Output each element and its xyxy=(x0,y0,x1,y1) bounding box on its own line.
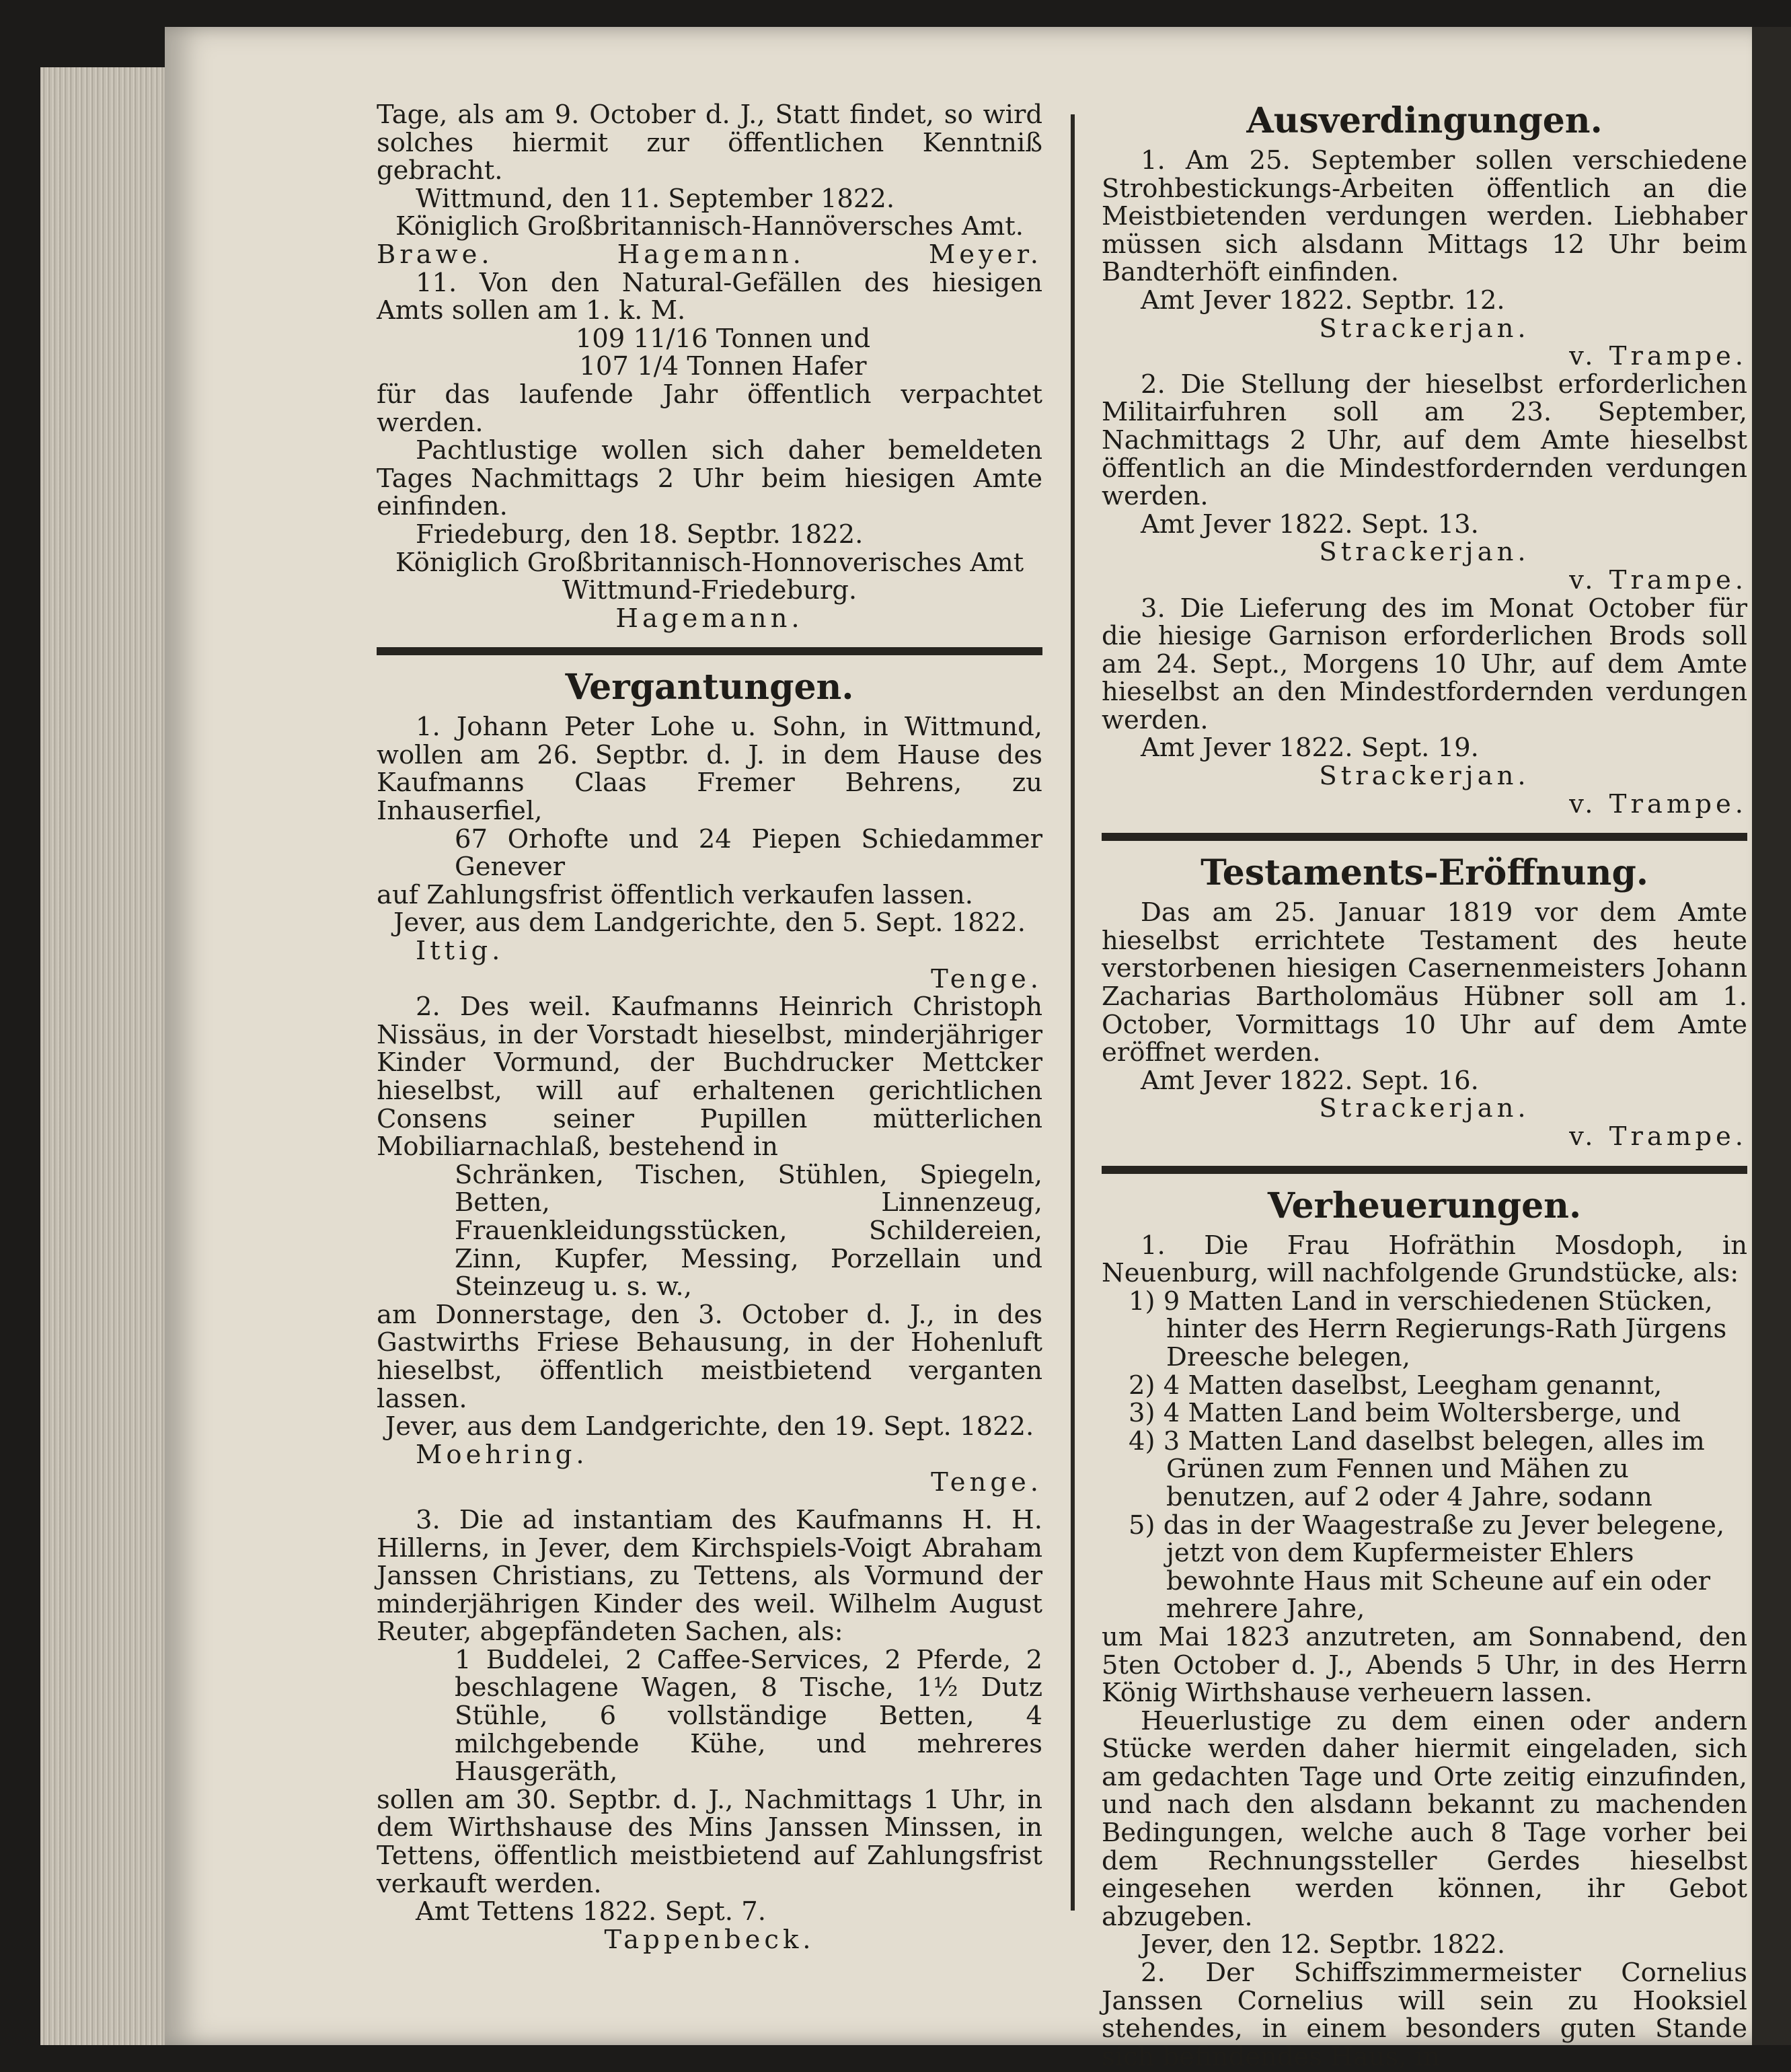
signature: Strackerjan. xyxy=(1319,537,1530,568)
dateline: Jever, den 12. Septbr. 1822. xyxy=(1141,1929,1506,1960)
list-item: 2) 4 Matten daselbst, Leegham genannt, xyxy=(1129,1370,1663,1401)
section-rule xyxy=(1102,833,1747,841)
dateline: Amt Jever 1822. Sept. 13. xyxy=(1141,509,1479,540)
section-heading-testaments-eroeffnung: Testaments-Eröffnung. xyxy=(1201,852,1648,894)
signature: Strackerjan. xyxy=(1319,313,1530,344)
list-item: 5) das in der Waagestraße zu Jever belegene, jetzt von dem Kupfermeister Ehlers bewohnte Haus mit Scheune auf ein oder mehrere Jahre, xyxy=(1129,1510,1725,1625)
list-item: 3) 4 Matten Land beim Woltersberge, und xyxy=(1129,1398,1681,1429)
notice-v1: 1. Johann Peter Lohe u. Sohn, in Wittmund, wollen am 26. Septbr. d. J. in dem Hause des Kaufmanns Claas Fremer Behrens, zu Inhauserfiel, xyxy=(377,712,1042,827)
section-rule xyxy=(377,647,1042,655)
notice-continuation: am Donnerstage, den 3. October d. J., in des Gastwirths Friese Behausung, in der Hohenluft hieselbst, öffentlich meistbietend verganten lassen. xyxy=(377,1299,1042,1414)
dateline: Amt Tettens 1822. Sept. 7. xyxy=(416,1896,766,1927)
signature: Strackerjan. xyxy=(1319,1093,1530,1124)
notice-continuation: um Mai 1823 anzutreten, am Sonnabend, den 5ten October d. J., Abends 5 Uhr, in des Herrn König Wirthshause verheuern lassen. xyxy=(1102,1621,1747,1709)
notice-item: Schränken, Tischen, Stühlen, Spiegeln, Betten, Linnenzeug, Frauenkleidungsstücken, Schildereien, Zinn, Kupfer, Messing, Porzellain und Steinzeug u. s. w., xyxy=(455,1159,1042,1302)
signature: Brawe. xyxy=(377,239,494,270)
book-page-edges xyxy=(40,67,169,2045)
signature: Ittig. xyxy=(416,936,504,967)
section-heading-vergantungen: Vergantungen. xyxy=(565,667,854,708)
signature: v. Trampe. xyxy=(1569,788,1747,819)
notice-item: 1 Buddelei, 2 Caffee-Services, 2 Pferde, 2 beschlagene Wagen, 8 Tische, 1½ Dutz Stühle, 6 vollständige Betten, 4 milchgebende Kühe, und mehreres Hausgeräth, xyxy=(455,1644,1042,1787)
dateline: Amt Jever 1822. Septbr. 12. xyxy=(1141,285,1505,316)
dateline: Jever, aus dem Landgerichte, den 5. Sept. 1822. xyxy=(393,908,1026,938)
notice-a3: 3. Die Lieferung des im Monat October für die hiesige Garnison erforderlichen Brods soll am 24. Sept., Morgens 10 Uhr, auf dem Amte hieselbst an den Mindestfordernden verdungen werden. xyxy=(1102,593,1747,735)
signature: Hagemann. xyxy=(617,239,805,270)
list-item: 4) 3 Matten Land daselbst belegen, alles im Grünen zum Fennen und Mähen zu benutzen, auf 2 oder 4 Jahre, sodann xyxy=(1129,1426,1705,1512)
notice-item: 109 11/16 Tonnen und xyxy=(575,323,871,354)
signature: v. Trampe. xyxy=(1569,564,1747,595)
signature: Hagemann. xyxy=(615,603,804,634)
signature: Tappenbeck. xyxy=(604,1924,815,1955)
notice-v3: 3. Die ad instantiam des Kaufmanns H. H. Hillerns, in Jever, dem Kirchspiels-Voigt Abraham Janssen Christians, zu Tettens, als Vormund der minderjährigen Kinder des weil. Wilhelm August Reuter, abgepfändeten Sachen, als: xyxy=(377,1504,1042,1648)
notice-paragraph: Heuerlustige zu dem einen oder andern Stücke werden daher hiermit eingeladen, sich am gedachten Tage und Orte zeitig einzufinden, und nach den alsdann bekannt zu machenden Bedingungen, welche auch 8 Tage vorher bei dem Rechnungssteller Gerdes hieselbst eingesehen werden können, ihr Gebot abzugeben. xyxy=(1102,1705,1747,1932)
signature: Tenge. xyxy=(931,1467,1042,1498)
notice-continuation: sollen am 30. Septbr. d. J., Nachmittags 1 Uhr, in dem Wirthshause des Mins Janssen Minssen, in Tettens, öffentlich meistbietend auf Zahlungsfrist verkauft werden. xyxy=(377,1784,1042,1899)
signature: v. Trampe. xyxy=(1569,341,1747,372)
notice-h2: 2. Der Schiffszimmermeister Cornelius Janssen Cornelius will sein zu Hooksiel stehendes, in einem besonders guten Stande sich befindendes Haus, in xyxy=(1102,1958,1747,2072)
notice-a1: 1. Am 25. September sollen verschiedene Strohbestickungs-Arbeiten öffentlich an die Meistbietenden verdungen werden. Liebhaber müssen sich alsdann Mittags 12 Uhr beim Bandterhöft einfinden. xyxy=(1102,145,1747,288)
notice-testament: Das am 25. Januar 1819 vor dem Amte hieselbst errichtete Testament des heute verstorbenen hiesigen Casernenmeisters Johann Zacharias Bartholomäus Hübner soll am 1. October, Vormittags 10 Uhr auf dem Amte eröffnet werden. xyxy=(1102,897,1747,1068)
notice-item: 107 1/4 Tonnen Hafer xyxy=(579,351,867,382)
office-name: Königlich Großbritannisch-Honnoverisches Amt Wittmund-Friedeburg. xyxy=(395,547,1024,606)
notice-11: 11. Von den Natural-Gefällen des hiesigen Amts sollen am 1. k. M. xyxy=(377,267,1042,326)
left-column xyxy=(377,101,1042,1954)
signature-row xyxy=(377,241,1042,269)
dateline: Friedeburg, den 18. Septbr. 1822. xyxy=(416,519,864,550)
section-rule xyxy=(1102,1166,1747,1174)
section-heading-verheuerungen: Verheuerungen. xyxy=(1267,1185,1582,1226)
notice-paragraph: Pachtlustige wollen sich daher bemeldeten Tages Nachmittags 2 Uhr beim hiesigen Amte einfinden. xyxy=(377,435,1042,522)
notice-continuation: für das laufende Jahr öffentlich verpachtet werden. xyxy=(377,379,1042,438)
intro-paragraph: Tage, als am 9. October d. J., Statt findet, so wird solches hiermit zur öffentlichen Kenntniß gebracht. xyxy=(377,100,1042,186)
list-item: 1) 9 Matten Land in verschiedenen Stücken, hinter des Herrn Regierungs-Rath Jürgens Dreesche belegen, xyxy=(1129,1286,1727,1372)
column-divider xyxy=(1071,114,1075,1911)
notice-h1: 1. Die Frau Hofräthin Mosdoph, in Neuenburg, will nachfolgende Grundstücke, als: xyxy=(1102,1230,1747,1289)
notice-item: 67 Orhofte und 24 Piepen Schiedammer Genever xyxy=(455,823,1042,883)
property-list xyxy=(1102,1288,1747,1623)
signature: Meyer. xyxy=(928,239,1042,270)
dateline: Amt Jever 1822. Sept. 16. xyxy=(1141,1065,1479,1096)
office-name: Königlich Großbritannisch-Hannöversches Amt. xyxy=(395,211,1024,242)
notice-a2: 2. Die Stellung der hieselbst erforderlichen Militairfuhren soll am 23. September, Nachmittags 2 Uhr, auf dem Amte hieselbst öffentlich an die Mindestfordernden verdungen werden. xyxy=(1102,369,1747,512)
section-heading-ausverdingungen: Ausverdingungen. xyxy=(1246,100,1603,141)
dateline: Jever, aus dem Landgerichte, den 19. Sept. 1822. xyxy=(385,1411,1034,1442)
binding-gutter xyxy=(1752,27,1791,2045)
notice-v2: 2. Des weil. Kaufmanns Heinrich Christoph Nissäus, in der Vorstadt hieselbst, minderjähriger Kinder Vormund, der Buchdrucker Mettcker hieselbst, will auf erhaltenen gerichtlichen Consens seiner Pupillen mütterlichen Mobiliarnachlaß, bestehend in xyxy=(377,992,1042,1162)
dateline: Wittmund, den 11. September 1822. xyxy=(416,183,895,214)
signature: Moehring. xyxy=(416,1439,588,1470)
dateline: Amt Jever 1822. Sept. 19. xyxy=(1141,733,1479,764)
right-column xyxy=(1102,101,1747,2071)
signature: v. Trampe. xyxy=(1569,1121,1747,1152)
notice-continuation: auf Zahlungsfrist öffentlich verkaufen lassen. xyxy=(377,879,973,910)
signature: Tenge. xyxy=(931,963,1042,994)
signature: Strackerjan. xyxy=(1319,761,1530,792)
